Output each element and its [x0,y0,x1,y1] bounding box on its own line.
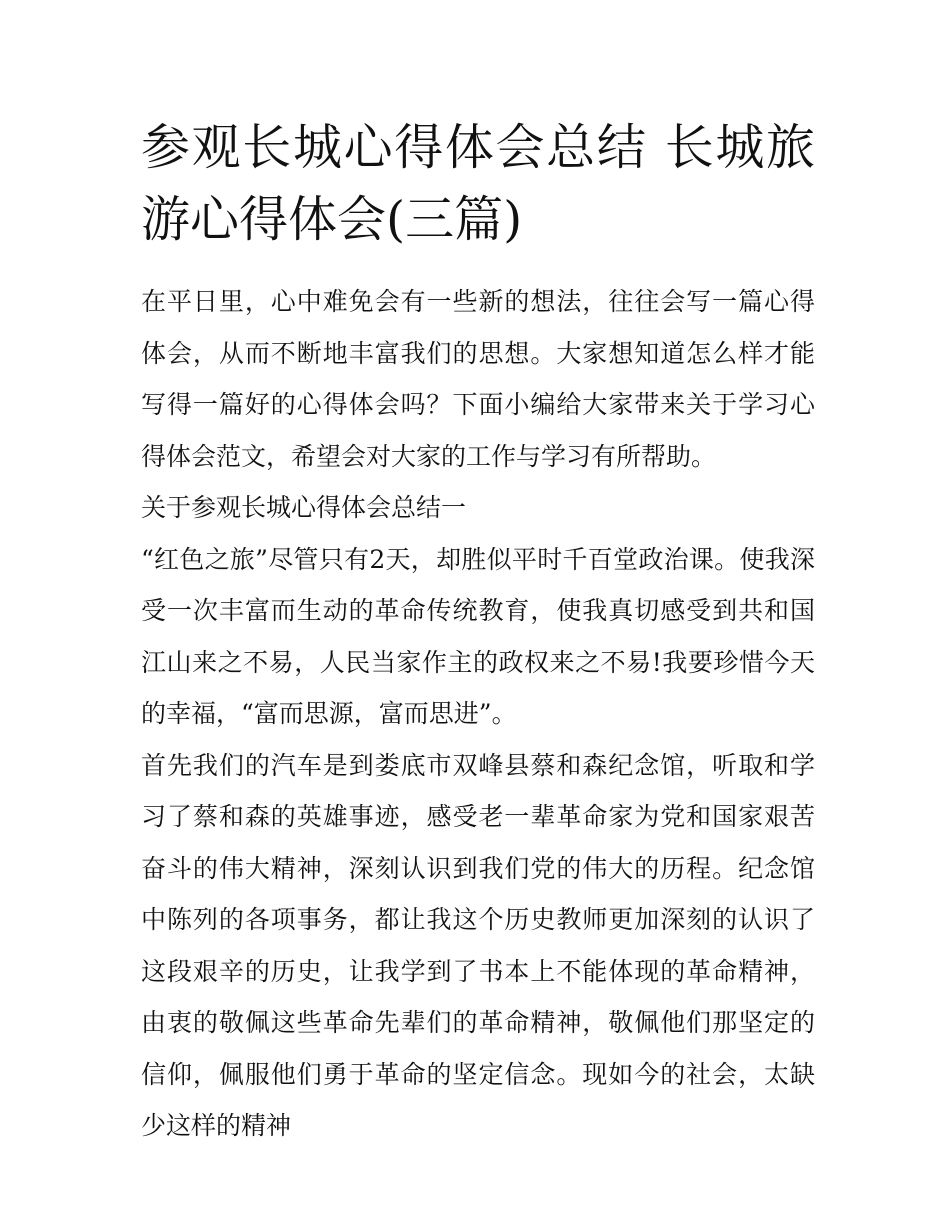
document-body [141,112,815,1152]
body-paragraph-1: “红色之旅”尽管只有2天，却胜似平时千百堂政治课。使我深受一次丰富而生动的革命传统教育，使我真切感受到共和国江山来之不易，人民当家作主的政权来之不易!我要珍惜今天的幸福，“富而思源，富而思进”。 [141,544,815,728]
document-title: 参观长城心得体会总结 长城旅游心得体会(三篇) [141,119,815,248]
section-heading: 关于参观长城心得体会总结一 [141,493,467,522]
intro-paragraph: 在平日里，心中难免会有一些新的想法，往往会写一篇心得体会，从而不断地丰富我们的思想。大家想知道怎么样才能写得一篇好的心得体会吗？下面小编给大家带来关于学习心得体会范文，希望会对大家的工作与学习有所帮助。 [141,287,815,471]
body-paragraph-2: 首先我们的汽车是到娄底市双峰县蔡和森纪念馆，听取和学习了蔡和森的英雄事迹，感受老一辈革命家为党和国家艰苦奋斗的伟大精神，深刻认识到我们党的伟大的历程。纪念馆中陈列的各项事务，都让我这个历史教师更加深刻的认识了这段艰辛的历史，让我学到了书本上不能体现的革命精神，由衷的敬佩这些革命先辈们的革命精神，敬佩他们那坚定的信仰，佩服他们勇于革命的坚定信念。现如今的社会，太缺少这样的精神 [141,750,815,1140]
